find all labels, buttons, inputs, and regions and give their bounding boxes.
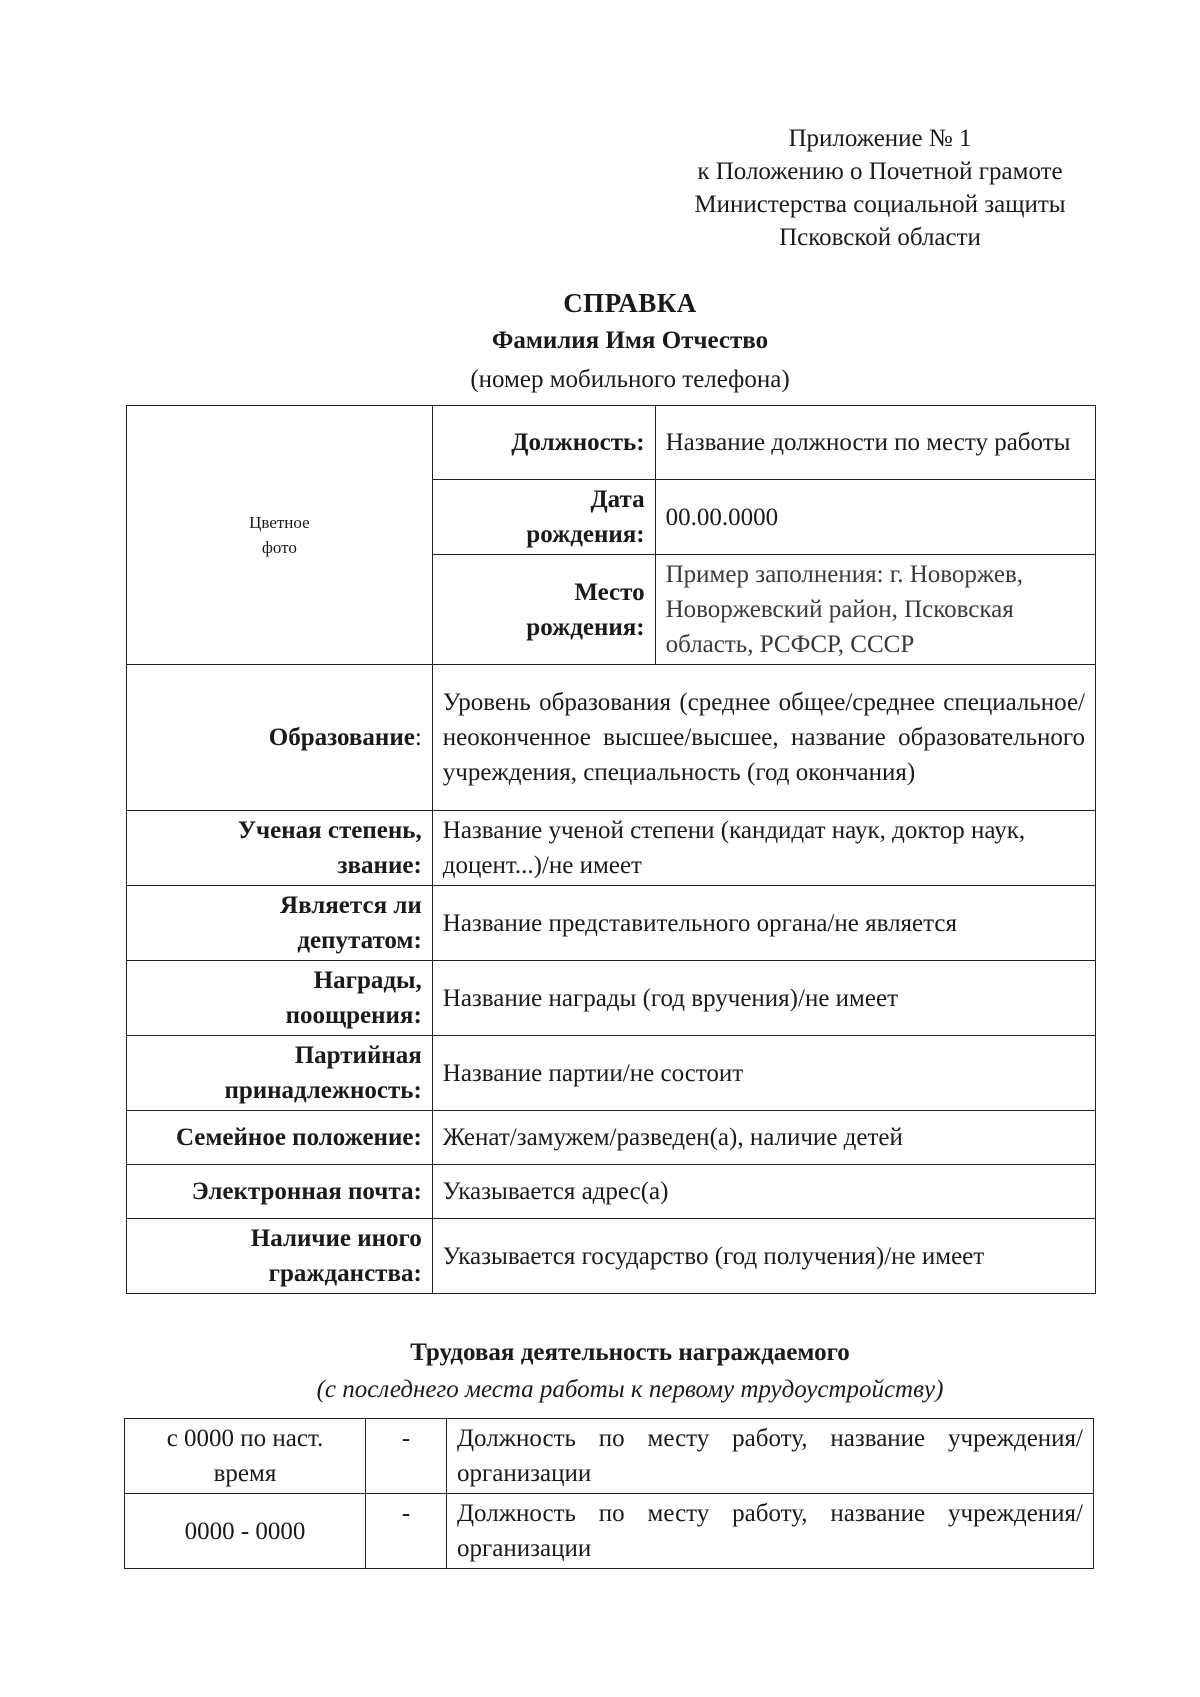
birthplace-label-line-2: рождения: — [526, 613, 645, 641]
table-row — [127, 665, 1096, 811]
deputy-label — [127, 886, 433, 961]
table-row — [127, 406, 1096, 480]
table-row — [127, 886, 1096, 961]
position-value: Название должности по месту работы — [655, 406, 1095, 480]
birthplace-label — [432, 555, 655, 665]
table-row — [125, 1419, 1094, 1494]
awards-label-line-2: поощрения: — [285, 1002, 422, 1029]
table-row — [127, 811, 1096, 886]
work-period: с 0000 по наст. время — [125, 1419, 366, 1494]
birthplace-value: Пример заполнения: г. Новоржев, Новоржевский район, Псковская область, РСФСР, СССР — [655, 555, 1095, 665]
citizenship-label-line-1: Наличие иного — [250, 1225, 422, 1252]
family-value: Женат/замужем/разведен(а), наличие детей — [432, 1111, 1095, 1165]
party-value: Название партии/не состоит — [432, 1036, 1095, 1111]
awards-value: Название награды (год вручения)/не имеет — [432, 961, 1095, 1036]
person-name: Фамилия Имя Отчество — [491, 327, 769, 354]
work-description: Должность по месту работу, название учреждения/организации — [447, 1419, 1094, 1494]
table-row — [127, 1036, 1096, 1111]
work-description: Должность по месту работу, название учреждения/организации — [447, 1494, 1094, 1569]
deputy-value: Название представительного органа/не является — [432, 886, 1095, 961]
table-row — [127, 1219, 1096, 1294]
photo-label-line-2: фото — [261, 538, 297, 557]
party-label-line-2: принадлежность: — [224, 1077, 422, 1104]
education-label-colon: : — [414, 724, 422, 751]
table-row — [127, 961, 1096, 1036]
photo-placeholder — [127, 406, 433, 665]
work-dash: - — [366, 1494, 447, 1569]
appendix-note — [640, 122, 1120, 254]
appendix-line-1: Приложение № 1 — [788, 125, 972, 152]
table-row — [127, 1165, 1096, 1219]
birthplace-label-line-1: Место — [574, 578, 645, 606]
appendix-line-4: Псковской области — [779, 224, 981, 251]
document-title: СПРАВКА — [563, 288, 697, 318]
party-label-line-1: Партийная — [294, 1042, 422, 1069]
work-period: 0000 - 0000 — [125, 1494, 366, 1569]
position-label: Должность: — [432, 406, 655, 480]
education-label — [127, 665, 433, 811]
awards-label-line-1: Награды, — [313, 967, 422, 994]
degree-value: Название ученой степени (кандидат наук, доктор наук, доцент...)/не имеет — [432, 811, 1095, 886]
degree-label-line-2: звание: — [337, 852, 422, 879]
birthdate-label-line-2: рождения: — [526, 521, 645, 548]
email-value: Указывается адрес(а) — [432, 1165, 1095, 1219]
birthdate-label — [432, 480, 655, 555]
deputy-label-line-1: Является ли — [280, 892, 422, 919]
awards-label — [127, 961, 433, 1036]
table-row — [127, 1111, 1096, 1165]
work-history-table — [124, 1418, 1094, 1569]
education-label-text: Образование — [268, 724, 415, 751]
work-history-subtitle: (с последнего места работы к первому трудоустройству) — [316, 1376, 944, 1403]
degree-label-line-1: Ученая степень, — [237, 817, 422, 844]
phone-note: (номер мобильного телефона) — [470, 366, 790, 393]
education-value: Уровень образования (среднее общее/среднее специальное/неоконченное высшее/высшее, название образовательного учреждения, специальность (год окончания) — [432, 665, 1095, 811]
citizenship-label — [127, 1219, 433, 1294]
birthdate-value: 00.00.0000 — [655, 480, 1095, 555]
photo-label-line-1: Цветное — [249, 513, 310, 532]
deputy-label-line-2: депутатом: — [297, 927, 422, 954]
email-label: Электронная почта: — [127, 1165, 433, 1219]
work-dash: - — [366, 1419, 447, 1494]
work-history-title: Трудовая деятельность награждаемого — [410, 1339, 850, 1366]
table-row — [125, 1494, 1094, 1569]
family-label: Семейное положение: — [127, 1111, 433, 1165]
citizenship-label-line-2: гражданства: — [268, 1260, 422, 1287]
birthdate-label-line-1: Дата — [590, 486, 645, 513]
degree-label — [127, 811, 433, 886]
citizenship-value: Указывается государство (год получения)/не имеет — [432, 1219, 1095, 1294]
appendix-line-2: к Положению о Почетной грамоте — [697, 158, 1063, 185]
appendix-line-3: Министерства социальной защиты — [694, 191, 1066, 218]
party-label — [127, 1036, 433, 1111]
personal-info-table — [126, 405, 1096, 1294]
